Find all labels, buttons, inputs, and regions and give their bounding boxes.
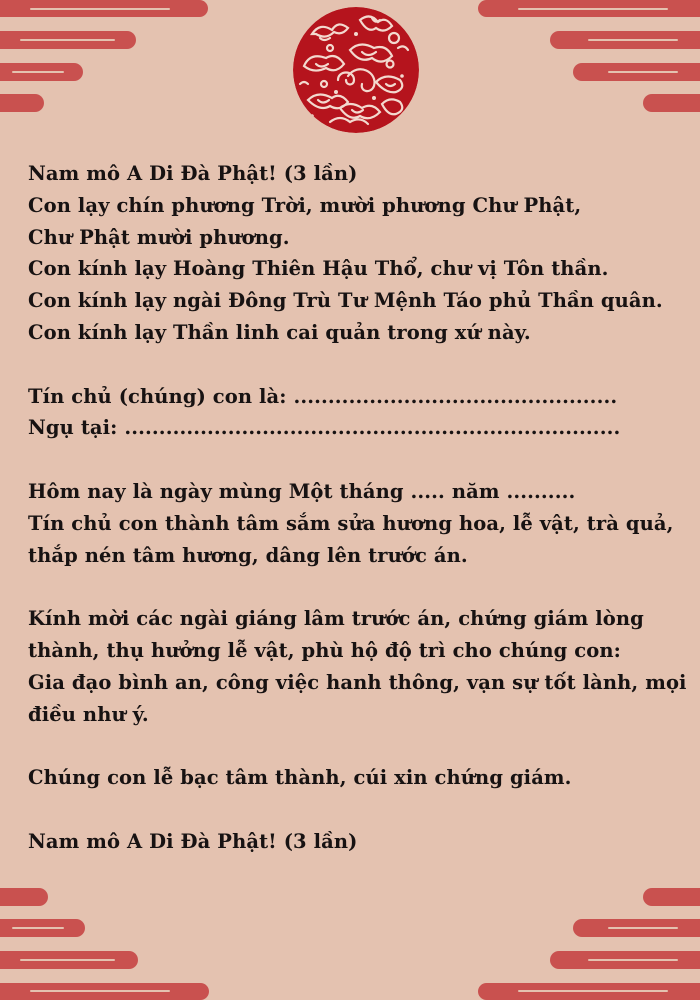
invocation-line: Con kính lạy ngài Đông Trù Tư Mệnh Táo phủ Thần quân. — [28, 289, 663, 313]
stanza-request — [28, 603, 688, 730]
closing-line: Chúng con lễ bạc tâm thành, cúi xin chứng giám. — [28, 766, 572, 790]
stanza-offering — [28, 476, 688, 571]
request-line: Kính mời các ngài giáng lâm trước án, chứng giám lòng — [28, 607, 644, 631]
offering-line: Tín chủ con thành tâm sắm sửa hương hoa, lễ vật, trà quả, — [28, 511, 674, 535]
invocation-line: Con lạy chín phương Trời, mười phương Chư Phật, — [28, 193, 582, 217]
prayer-text — [28, 158, 688, 858]
request-line: thành, thụ hưởng lễ vật, phù hộ độ trì cho chúng con: — [28, 638, 621, 662]
ending-line: Nam mô A Di Đà Phật! (3 lần) — [28, 829, 358, 853]
invocation-line: Con kính lạy Thần linh cai quản trong xứ này. — [28, 320, 531, 344]
request-line: Gia đạo bình an, công việc hanh thông, vạn sự tốt lành, mọi — [28, 670, 687, 694]
cloud-band-icon — [0, 0, 215, 112]
request-line: điều như ý. — [28, 702, 149, 726]
invocation-line: Con kính lạy Hoàng Thiên Hậu Thổ, chư vị Tôn thần. — [28, 257, 609, 281]
stanza-invocation — [28, 158, 688, 349]
cloud-band-icon — [0, 888, 215, 1000]
stanza-closing — [28, 762, 688, 794]
name-blank-line: Tín chủ (chúng) con là: ............................................... — [28, 384, 618, 408]
cloud-band-icon — [478, 888, 700, 1000]
stanza-ending — [28, 826, 688, 858]
date-line: Hôm nay là ngày mùng Một tháng ..... năm .......... — [28, 479, 576, 503]
offering-line: thắp nén tâm hương, dâng lên trước án. — [28, 543, 468, 567]
invocation-line: Chư Phật mười phương. — [28, 225, 290, 249]
auspicious-cloud-emblem-icon — [290, 4, 422, 134]
cloud-band-icon — [478, 0, 700, 112]
stanza-identity — [28, 381, 688, 445]
opening-line: Nam mô A Di Đà Phật! (3 lần) — [28, 162, 358, 185]
address-blank-line: Ngụ tại: ........................................................................ — [28, 416, 621, 440]
